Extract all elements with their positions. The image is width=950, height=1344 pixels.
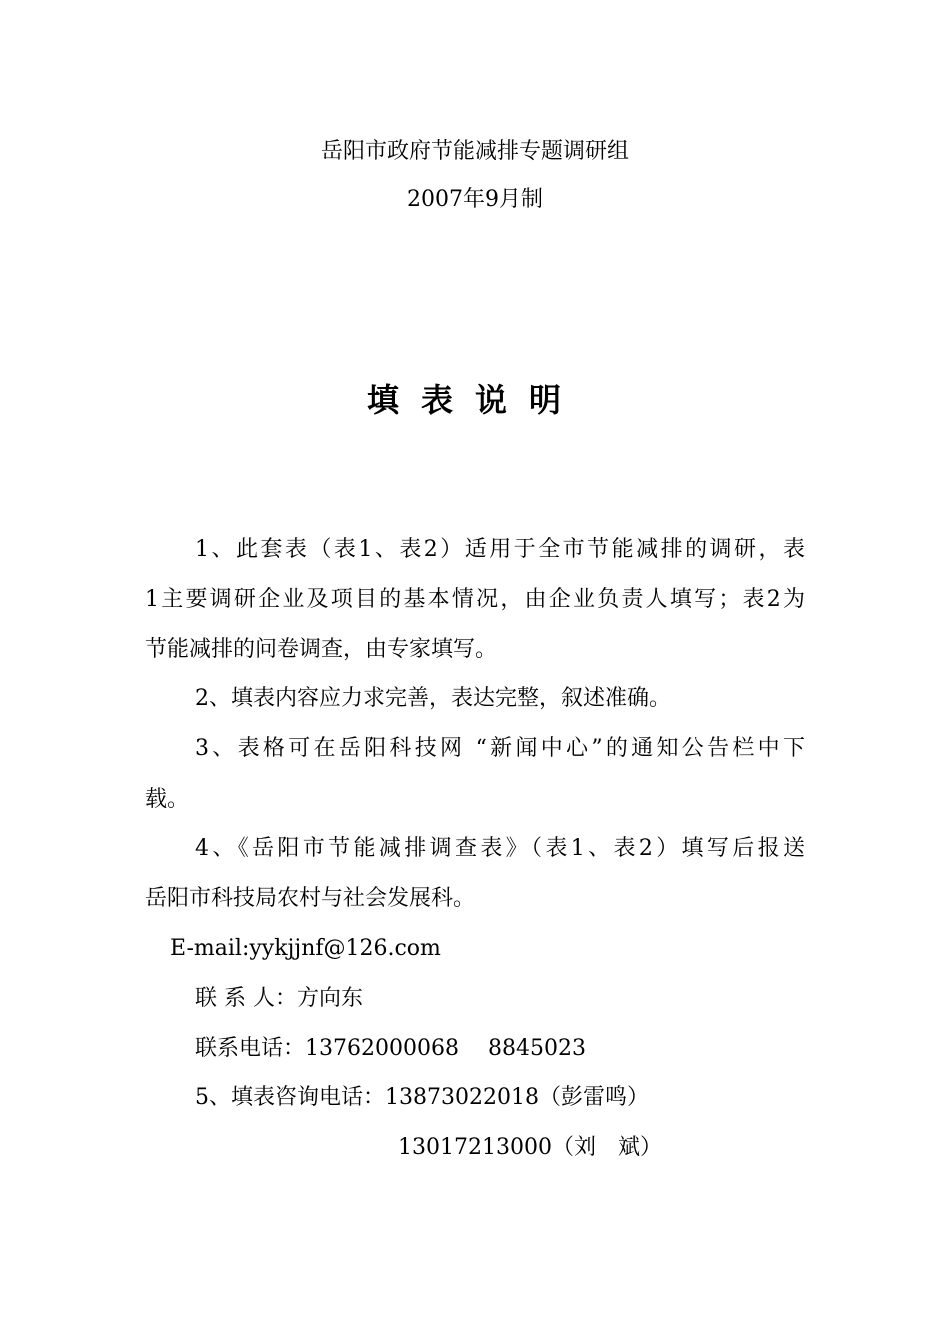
instruction-4-line-1: 4、《岳阳市节能减排调查表》（表1、表2）填写后报送 — [195, 836, 805, 861]
page-title: 填表说明 — [366, 381, 583, 419]
contact-person: 联 系 人：方向东 — [195, 986, 363, 1011]
contact-phone: 联系电话：13762000068 8845023 — [195, 1036, 586, 1061]
document-date: 2007年9月制 — [407, 187, 543, 212]
organization-name: 岳阳市政府节能减排专题调研组 — [320, 139, 629, 164]
instruction-3-line-2: 载。 — [145, 787, 190, 812]
instruction-2: 2、填表内容应力求完善，表达完整，叙述准确。 — [195, 686, 671, 711]
instruction-1-line-2: 1主要调研企业及项目的基本情况，由企业负责人填写；表2为 — [145, 587, 805, 612]
instruction-1-line-1: 1、此套表（表1、表2）适用于全市节能减排的调研，表 — [195, 537, 805, 562]
contact-email: E-mail:yykjjnf@126.com — [170, 936, 441, 961]
instruction-5-line-1: 5、填表咨询电话：13873022018（彭雷鸣） — [195, 1085, 649, 1110]
instruction-1-line-3: 节能减排的问卷调查，由专家填写。 — [145, 637, 498, 662]
instruction-5-line-2: 13017213000（刘 斌） — [398, 1135, 662, 1160]
instruction-3-line-1: 3、表格可在岳阳科技网 “新闻中心”的通知公告栏中下 — [195, 736, 805, 761]
instruction-4-line-2: 岳阳市科技局农村与社会发展科。 — [145, 886, 476, 911]
